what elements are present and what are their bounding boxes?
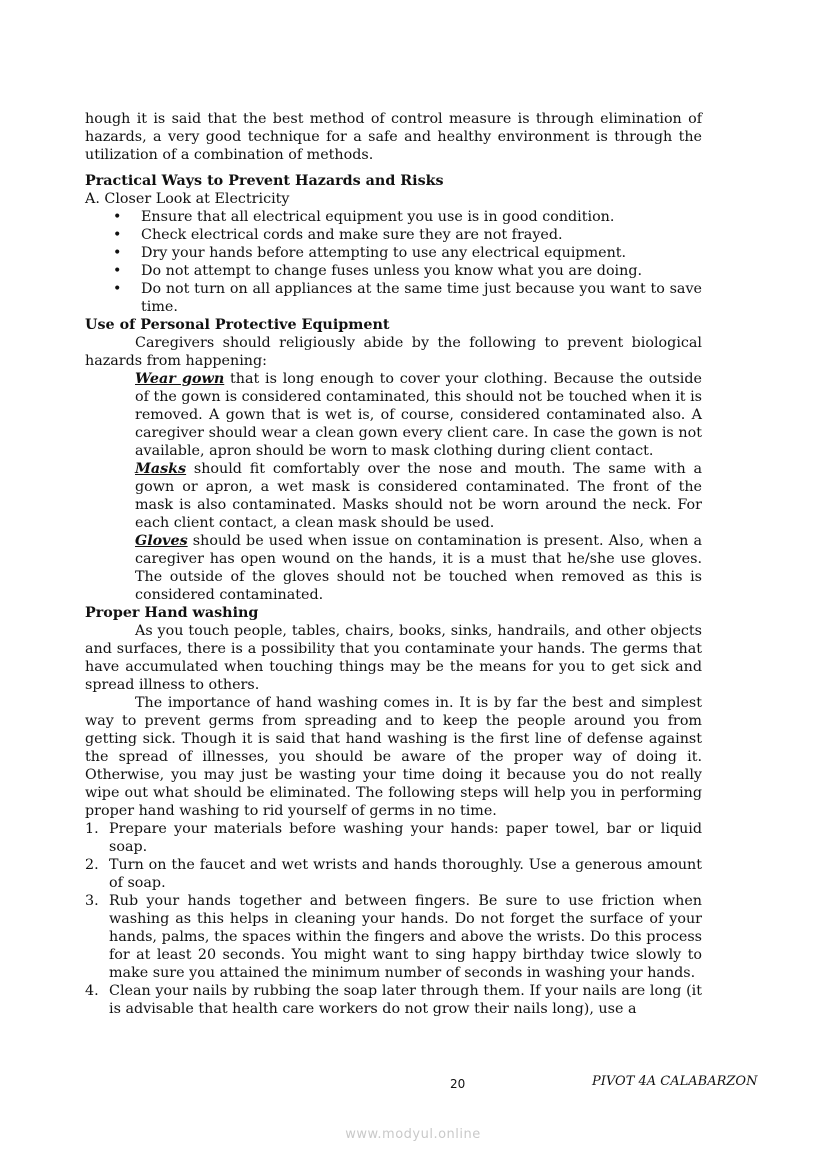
masks-term: Masks xyxy=(135,461,187,477)
list-item: • Do not turn on all appliances at the same time just because you want to save time. xyxy=(113,281,702,315)
ppe-gown: Wear gown that is long enough to cover your clothing. Because the outside of the gown is considered contaminated, this should not be touched when it is removed. A gown that is wet is, of course, considered contaminated also. A caregiver should wear a clean gown every client care. In case the gown is not available, apron should be worn to mask clothing during client contact. xyxy=(135,371,703,459)
list-item: • Check electrical cords and make sure they are not frayed. xyxy=(113,227,563,243)
step-item: 3. Rub your hands together and between fingers. Be sure to use friction when washing as this helps in cleaning your hands. Do not forget the surface of your hands, palms, the spaces within the fingers and above the wrists. Do this process for at least 20 seconds. You might want to sing happy birthday twice slowly to make sure you attained the minimum number of seconds in washing your hands. xyxy=(85,893,702,981)
handwashing-para2: The importance of hand washing comes in. It is by far the best and simplest way to prevent germs from spreading and to keep the people around you from getting sick. Though it is said that hand washing is the first line of defense against the spread of illnesses, you should be aware of the proper way of doing it. Otherwise, you may just be wasting your time doing it because you do not really wipe out what should be eliminated. The following steps will help you in performing proper hand washing to rid yourself of germs in no time. xyxy=(85,695,702,819)
bullet-icon: • xyxy=(113,209,122,225)
ppe-masks: Masks should fit comfortably over the nose and mouth. The same with a gown or apron, a wet mask is considered contaminated. The front of the mask is also contaminated. Masks should not be worn around the neck. For each client contact, a clean mask should be used. xyxy=(135,461,702,531)
ppe-heading: Use of Personal Protective Equipment xyxy=(85,317,390,333)
step-item: 4. Clean your nails by rubbing the soap later through them. If your nails are long (it is advisable that health care workers do not grow their nails long), use a xyxy=(85,983,702,1017)
bullet-icon: • xyxy=(113,281,122,297)
list-item: • Do not attempt to change fuses unless you know what you are doing. xyxy=(113,263,643,279)
document-body xyxy=(85,110,702,1018)
gloves-term: Gloves xyxy=(135,533,188,549)
bullet-icon: • xyxy=(113,245,122,261)
ppe-gloves: Gloves should be used when issue on contamination is present. Also, when a caregiver has open wound on the hands, it is a must that he/she use gloves. The outside of the gloves should not be touched when removed as this is considered contaminated. xyxy=(135,533,702,603)
electricity-subheading: A. Closer Look at Electricity xyxy=(85,191,290,207)
watermark-url: www.modyul.online xyxy=(345,1127,481,1142)
gown-term: Wear gown xyxy=(135,371,225,387)
list-item: • Ensure that all electrical equipment you use is in good condition. xyxy=(113,209,615,225)
practical-heading: Practical Ways to Prevent Hazards and Risks xyxy=(85,173,444,189)
page-number: 20 xyxy=(450,1077,466,1091)
electricity-list xyxy=(85,208,702,316)
intro-paragraph: hough it is said that the best method of control measure is through elimination of hazards, a very good technique for a safe and healthy environment is through the utilization of a combination of methods. xyxy=(85,111,702,163)
step-item: 2. Turn on the faucet and wet wrists and hands thoroughly. Use a generous amount of soap. xyxy=(85,857,702,891)
list-item: • Dry your hands before attempting to use any electrical equipment. xyxy=(113,245,627,261)
handwashing-heading: Proper Hand washing xyxy=(85,605,259,621)
step-item: 1. Prepare your materials before washing your hands: paper towel, bar or liquid soap. xyxy=(85,821,702,855)
bullet-icon: • xyxy=(113,263,122,279)
ppe-intro: Caregivers should religiously abide by the following to prevent biological hazards from happening: xyxy=(85,335,702,369)
handwashing-para1: As you touch people, tables, chairs, books, sinks, handrails, and other objects and surfaces, there is a possibility that you contaminate your hands. The germs that have accumulated when touching things may be the means for you to get sick and spread illness to others. xyxy=(85,623,702,693)
bullet-icon: • xyxy=(113,227,122,243)
footer-region: PIVOT 4A CALABARZON xyxy=(592,1074,758,1089)
handwashing-steps xyxy=(85,820,702,1018)
